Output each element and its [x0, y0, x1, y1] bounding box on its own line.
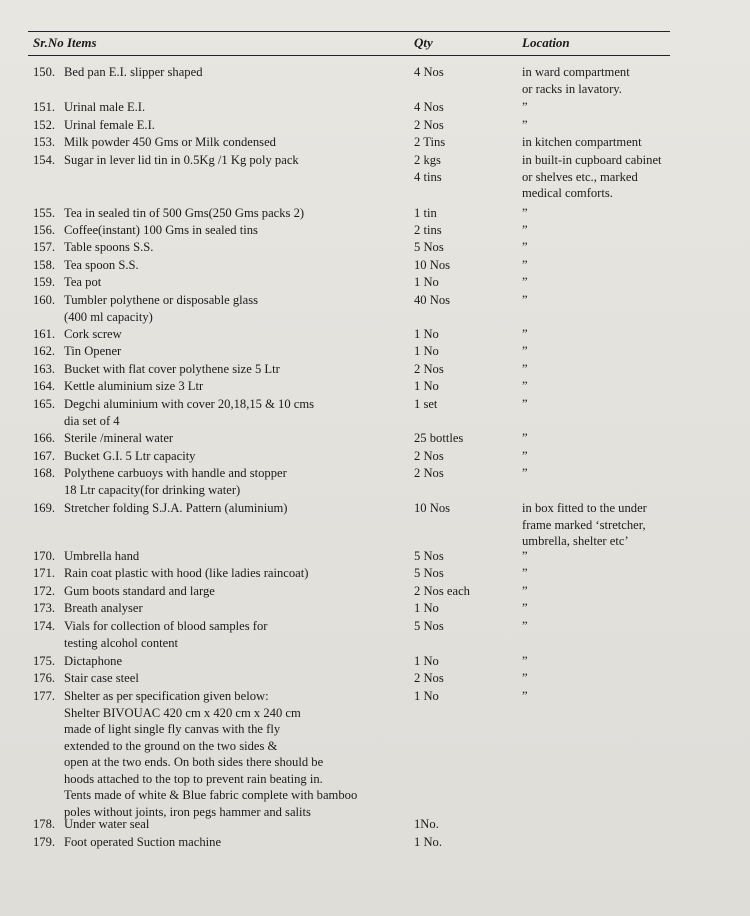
item-quantity: 40 Nos	[414, 293, 451, 307]
item-location: ”	[522, 654, 528, 668]
header-qty: Qty	[414, 35, 433, 50]
item-description: Stair case steel	[64, 671, 139, 685]
item-description: Tea pot	[64, 275, 102, 289]
item-number: 165.	[33, 397, 56, 411]
item-description: Urinal male E.I.	[64, 100, 146, 114]
item-description: Sterile /mineral water	[64, 431, 174, 445]
item-number: 156.	[33, 223, 56, 237]
item-number: 179.	[33, 835, 56, 849]
item-location: ”	[522, 293, 528, 307]
item-location: ”	[522, 327, 528, 341]
item-quantity: 1 tin	[414, 206, 437, 220]
item-location: ”	[522, 584, 528, 598]
item-number: 164.	[33, 379, 56, 393]
item-number: 155.	[33, 206, 56, 220]
item-quantity: 5 Nos	[414, 619, 444, 633]
item-quantity: 1 set	[414, 397, 438, 411]
item-location: ”	[522, 362, 528, 376]
item-description: Table spoons S.S.	[64, 240, 154, 254]
item-number: 171.	[33, 566, 56, 580]
item-description: Tumbler polythene or disposable glass (400 ml capacity)	[64, 293, 259, 324]
item-description: Kettle aluminium size 3 Ltr	[64, 379, 204, 393]
item-location: in box fitted to the under frame marked ‘stretcher, umbrella, shelter etc’	[522, 501, 647, 548]
table-header	[0, 35, 750, 53]
item-description: Foot operated Suction machine	[64, 835, 222, 849]
item-quantity: 1 No.	[414, 835, 442, 849]
item-number: 168.	[33, 466, 56, 480]
item-location: ”	[522, 566, 528, 580]
item-number: 161.	[33, 327, 56, 341]
item-description: Gum boots standard and large	[64, 584, 215, 598]
item-number: 150.	[33, 65, 56, 79]
item-number: 151.	[33, 100, 56, 114]
item-description: Milk powder 450 Gms or Milk condensed	[64, 135, 276, 149]
item-location: ”	[522, 100, 528, 114]
item-description: Stretcher folding S.J.A. Pattern (aluminium)	[64, 501, 288, 515]
item-number: 173.	[33, 601, 56, 615]
item-description: Degchi aluminium with cover 20,18,15 & 10 cms dia set of 4	[64, 397, 315, 428]
item-location: ”	[522, 466, 528, 480]
item-description: Tea in sealed tin of 500 Gms(250 Gms packs 2)	[64, 206, 305, 220]
item-description: Tea spoon S.S.	[64, 258, 139, 272]
item-quantity: 10 Nos	[414, 258, 451, 272]
item-location: ”	[522, 449, 528, 463]
item-number: 170.	[33, 549, 56, 563]
item-description: Tin Opener	[64, 344, 122, 358]
item-quantity: 1 No	[414, 344, 439, 358]
item-description: Breath analyser	[64, 601, 143, 615]
header-location: Location	[522, 35, 570, 50]
item-number: 166.	[33, 431, 56, 445]
item-number: 178.	[33, 817, 56, 831]
item-location: ”	[522, 671, 528, 685]
item-quantity: 2 Nos	[414, 118, 444, 132]
item-quantity: 5 Nos	[414, 549, 444, 563]
item-number: 176.	[33, 671, 56, 685]
item-quantity: 2 kgs 4 tins	[414, 153, 442, 184]
item-location: ”	[522, 397, 528, 411]
item-quantity: 1 No	[414, 275, 439, 289]
item-number: 175.	[33, 654, 56, 668]
item-location: in built-in cupboard cabinet or shelves etc., marked medical comforts.	[522, 153, 662, 200]
item-quantity: 1 No	[414, 654, 439, 668]
item-quantity: 5 Nos	[414, 566, 444, 580]
item-description: Cork screw	[64, 327, 122, 341]
item-quantity: 1 No	[414, 601, 439, 615]
item-number: 159.	[33, 275, 56, 289]
item-number: 177.	[33, 689, 56, 703]
item-location: ”	[522, 206, 528, 220]
item-description: Polythene carbuoys with handle and stopper 18 Ltr capacity(for drinking water)	[64, 466, 287, 497]
item-quantity: 10 Nos	[414, 501, 451, 515]
top-rule	[28, 31, 670, 32]
item-quantity: 2 Nos each	[414, 584, 470, 598]
item-number: 160.	[33, 293, 56, 307]
item-quantity: 2 Tins	[414, 135, 446, 149]
item-quantity: 2 Nos	[414, 671, 444, 685]
item-location: ”	[522, 379, 528, 393]
item-number: 163.	[33, 362, 56, 376]
item-description: Under water seal	[64, 817, 150, 831]
item-location: in ward compartment or racks in lavatory.	[522, 65, 630, 96]
item-number: 157.	[33, 240, 56, 254]
item-location: ”	[522, 601, 528, 615]
item-location: ”	[522, 549, 528, 563]
item-quantity: 2 Nos	[414, 362, 444, 376]
item-quantity: 1 No	[414, 327, 439, 341]
item-location: ”	[522, 689, 528, 703]
item-quantity: 25 bottles	[414, 431, 464, 445]
item-quantity: 1 No	[414, 379, 439, 393]
item-quantity: 5 Nos	[414, 240, 444, 254]
item-location: ”	[522, 619, 528, 633]
item-quantity: 4 Nos	[414, 65, 444, 79]
item-number: 153.	[33, 135, 56, 149]
item-number: 158.	[33, 258, 56, 272]
item-description: Coffee(instant) 100 Gms in sealed tins	[64, 223, 258, 237]
item-description: Urinal female E.I.	[64, 118, 155, 132]
header-items: Sr.No Items	[33, 35, 97, 50]
item-number: 172.	[33, 584, 56, 598]
item-description: Sugar in lever lid tin in 0.5Kg /1 Kg poly pack	[64, 153, 299, 167]
item-description: Bucket G.I. 5 Ltr capacity	[64, 449, 196, 463]
item-number: 174.	[33, 619, 56, 633]
item-quantity: 1 No	[414, 689, 439, 703]
item-number: 162.	[33, 344, 56, 358]
item-description: Bucket with flat cover polythene size 5 Ltr	[64, 362, 280, 376]
item-description: Dictaphone	[64, 654, 123, 668]
item-location: in kitchen compartment	[522, 135, 642, 149]
item-number: 154.	[33, 153, 56, 167]
item-quantity: 4 Nos	[414, 100, 444, 114]
item-location: ”	[522, 275, 528, 289]
item-number: 167.	[33, 449, 56, 463]
item-location: ”	[522, 240, 528, 254]
item-description: Bed pan E.I. slipper shaped	[64, 65, 203, 79]
item-location: ”	[522, 118, 528, 132]
item-location: ”	[522, 344, 528, 358]
item-number: 169.	[33, 501, 56, 515]
item-location: ”	[522, 431, 528, 445]
item-quantity: 2 Nos	[414, 466, 444, 480]
item-description: Shelter as per specification given below: Shelter BIVOUAC 420 cm x 420 cm x 240 cm made of light single fly canvas with the fly extended to the ground on the two sides & open at the two ends. On both sides there should be hoods attached to the top to prevent rain beating in. Tents made of white & Blue fabric complete with bamboo poles without joints, iron pegs hammer and salits	[64, 689, 358, 819]
item-description: Rain coat plastic with hood (like ladies raincoat)	[64, 566, 309, 580]
header-rule	[28, 55, 670, 56]
item-location: ”	[522, 258, 528, 272]
item-description: Umbrella hand	[64, 549, 140, 563]
item-quantity: 1No.	[414, 817, 439, 831]
item-description: Vials for collection of blood samples for testing alcohol content	[64, 619, 268, 650]
item-number: 152.	[33, 118, 56, 132]
item-location: ”	[522, 223, 528, 237]
item-quantity: 2 Nos	[414, 449, 444, 463]
item-quantity: 2 tins	[414, 223, 442, 237]
